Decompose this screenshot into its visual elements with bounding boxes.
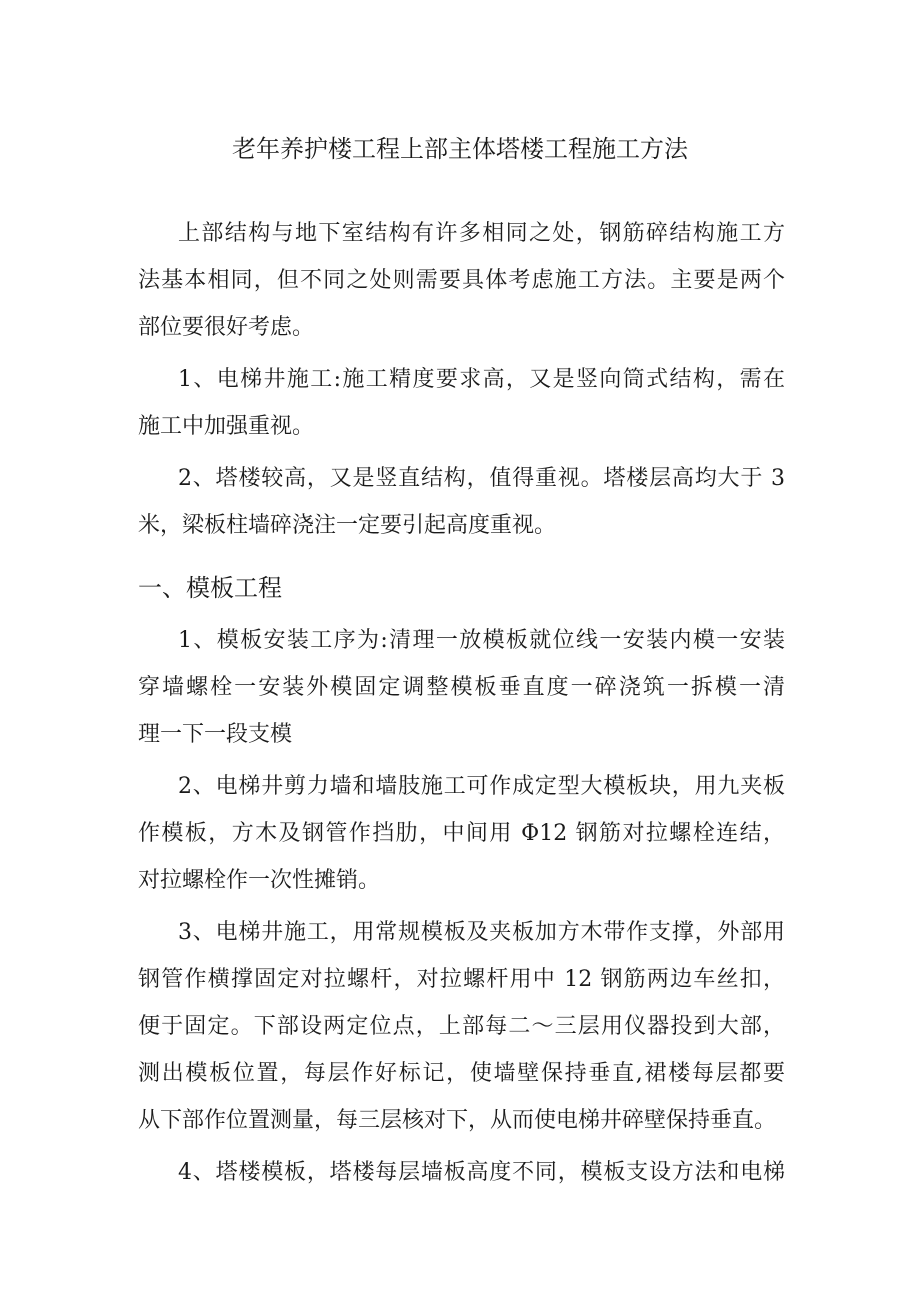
paragraph-line: 施工中加强重视。 xyxy=(138,414,315,439)
paragraph-line: 对拉螺栓作一次性摊销。 xyxy=(138,868,381,893)
paragraph-line: 1、电梯井施工:施工精度要求高，又是竖向筒式结构，需在 xyxy=(178,367,785,392)
document-title: 老年养护楼工程上部主体塔楼工程施工方法 xyxy=(232,135,688,163)
section-formwork xyxy=(138,565,785,1196)
paragraph xyxy=(138,617,785,758)
paragraph xyxy=(138,356,785,450)
paragraph-line: 钢管作横撑固定对拉螺杆，对拉螺杆用中 12 钢筋两边车丝扣， xyxy=(138,967,785,992)
paragraph xyxy=(138,1149,785,1196)
paragraph-line: 3、电梯井施工，用常规模板及夹板加方木带作支撑，外部用 xyxy=(178,920,785,945)
section-heading: 一、模板工程 xyxy=(138,574,282,602)
paragraph-line: 4、塔楼模板，塔楼每层墙板高度不同，模板支设方法和电梯 xyxy=(178,1160,785,1185)
paragraph-line: 法基本相同，但不同之处则需要具体考虑施工方法。主要是两个 xyxy=(138,268,785,293)
paragraph xyxy=(138,909,785,1144)
paragraph-line: 2、电梯井剪力墙和墙肢施工可作成定型大模板块，用九夹板 xyxy=(178,774,785,799)
paragraph xyxy=(138,455,785,549)
paragraph-line: 从下部作位置测量，每三层核对下，从而使电梯井碎壁保持垂直。 xyxy=(138,1108,777,1133)
paragraph-line: 部位要很好考虑。 xyxy=(138,315,315,340)
paragraph xyxy=(138,763,785,904)
paragraph-line: 上部结构与地下室结构有许多相同之处，钢筋碎结构施工方 xyxy=(178,221,785,246)
paragraph-line: 作模板，方木及钢管作挡肋，中间用 Φ12 钢筋对拉螺栓连结， xyxy=(138,821,785,846)
document-body xyxy=(138,205,785,1196)
paragraph-line: 2、塔楼较高，又是竖直结构，值得重视。塔楼层高均大于 3 xyxy=(178,466,785,491)
paragraph-line: 理一下一段支模 xyxy=(138,722,293,747)
paragraph-line: 穿墙螺栓一安装外模固定调整模板垂直度一碎浇筑一拆模一清 xyxy=(138,675,785,700)
paragraph-line: 1、模板安装工序为:清理一放模板就位线一安装内模一安装 xyxy=(178,628,785,653)
paragraph-line: 便于固定。下部设两定位点，上部每二～三层用仪器投到大部， xyxy=(138,1014,785,1039)
paragraph-line: 米，梁板柱墙碎浇注一定要引起高度重视。 xyxy=(138,513,557,538)
paragraph-line: 测出模板位置，每层作好标记，使墙壁保持垂直,裙楼每层都要 xyxy=(138,1061,785,1086)
paragraph xyxy=(138,210,785,351)
